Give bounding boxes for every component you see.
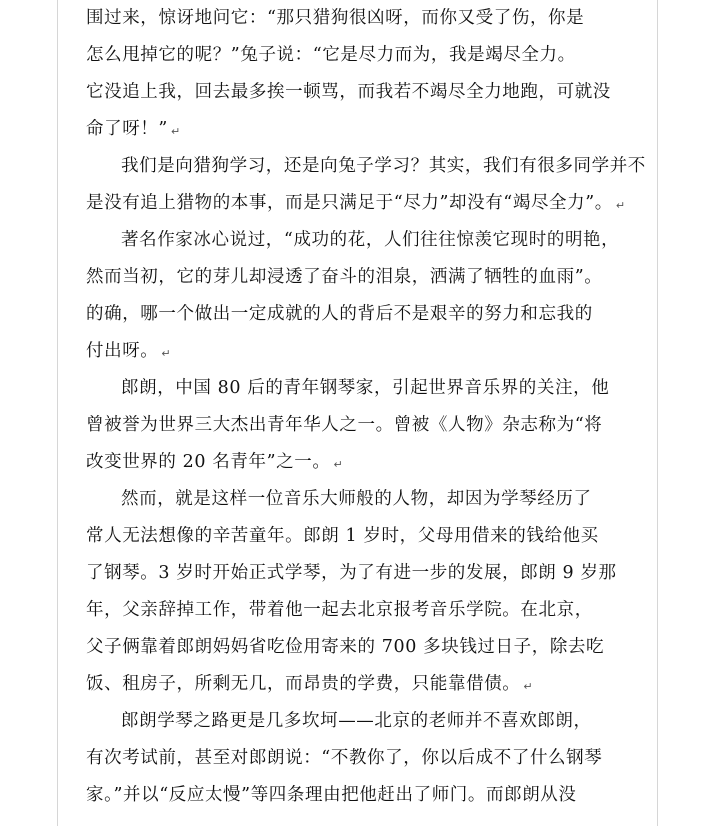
line-text: 的确，哪一个做出一定成就的人的背后不是艰辛的努力和忘我的	[86, 304, 593, 324]
line-text: 然而，就是这样一位音乐大师般的人物，却因为学琴经历了	[121, 489, 592, 509]
paragraph-mark-icon: ↵	[170, 125, 181, 138]
line-text: 然而当初，它的芽儿却浸透了奋斗的泪泉，洒满了牺牲的血雨”。	[86, 267, 603, 287]
line-text: 年，父亲辞掉工作，带着他一起去北京报考音乐学院。在北京，	[86, 600, 593, 620]
text-line	[86, 222, 646, 259]
text-line	[86, 666, 646, 703]
text-line	[86, 333, 646, 370]
paragraph-mark-icon: ↵	[615, 199, 626, 212]
text-line	[86, 629, 646, 666]
text-line	[86, 481, 646, 518]
line-text: 曾被誉为世界三大杰出青年华人之一。曾被《人物》杂志称为“将	[86, 415, 603, 435]
line-text: 改变世界的 20 名青年”之一。	[86, 452, 331, 472]
text-line	[86, 703, 646, 740]
line-text: 父子俩靠着郎朗妈妈省吃俭用寄来的 700 多块钱过日子，除去吃	[86, 637, 605, 657]
line-text: 有次考试前，甚至对郎朗说：“不教你了，你以后成不了什么钢琴	[86, 748, 603, 768]
text-line	[86, 185, 646, 222]
line-text: 命了呀！”	[86, 119, 168, 139]
text-line	[86, 777, 646, 814]
text-line	[86, 148, 646, 185]
line-text: 怎么甩掉它的呢？”兔子说：“它是尽力而为，我是竭尽全力。	[86, 45, 576, 65]
line-text: 是没有追上猎物的本事，而是只满足于“尽力”却没有“竭尽全力”。	[86, 193, 613, 213]
left-margin-rule	[57, 0, 58, 826]
line-text: 家。”并以“反应太慢”等四条理由把他赶出了师门。而郎朗从没	[86, 785, 577, 805]
line-text: 它没追上我，回去最多挨一顿骂，而我若不竭尽全力地跑，可就没	[86, 82, 611, 102]
text-line	[86, 111, 646, 148]
line-text: 饭、租房子，所剩无几，而昂贵的学费，只能靠借债。	[86, 674, 521, 694]
document-body[interactable]	[86, 0, 646, 814]
text-line	[86, 518, 646, 555]
paragraph-mark-icon: ↵	[161, 347, 172, 360]
paragraph-mark-icon: ↵	[523, 680, 534, 693]
text-line	[86, 740, 646, 777]
text-line	[86, 37, 646, 74]
line-text: 常人无法想像的辛苦童年。郎朗 1 岁时，父母用借来的钱给他买	[86, 526, 599, 546]
text-line	[86, 592, 646, 629]
text-line	[86, 74, 646, 111]
text-line	[86, 444, 646, 481]
line-text: 著名作家冰心说过，“成功的花，人们往往惊羡它现时的明艳，	[121, 230, 620, 250]
text-line	[86, 555, 646, 592]
right-margin-rule	[657, 0, 658, 826]
line-text: 郎朗学琴之路更是几多坎坷——北京的老师并不喜欢郎朗，	[121, 711, 592, 731]
text-line	[86, 407, 646, 444]
text-line	[86, 296, 646, 333]
text-line	[86, 370, 646, 407]
paragraph-mark-icon: ↵	[333, 458, 344, 471]
line-text: 了钢琴。3 岁时开始正式学琴，为了有进一步的发展，郎朗 9 岁那	[86, 563, 617, 583]
text-line	[86, 0, 646, 37]
line-text: 我们是向猎狗学习，还是向兔子学习？其实，我们有很多同学并不	[121, 156, 646, 176]
line-text: 郎朗，中国 80 后的青年钢琴家，引起世界音乐界的关注，他	[121, 378, 610, 398]
line-text: 围过来，惊讶地问它：“那只猎狗很凶呀，而你又受了伤，你是	[86, 8, 585, 28]
line-text: 付出呀。	[86, 341, 159, 361]
text-line	[86, 259, 646, 296]
